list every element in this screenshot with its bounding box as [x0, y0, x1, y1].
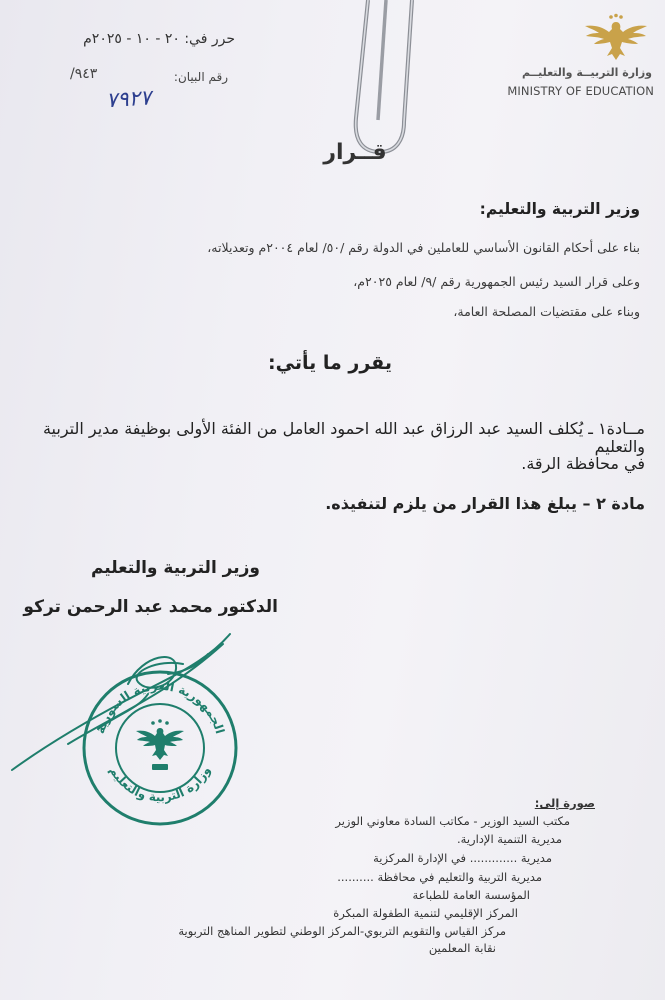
copy-recipient: نقابة المعلمين	[428, 941, 496, 955]
ministry-name-english: MINISTRY OF EDUCATION	[507, 84, 654, 98]
stamp-inner-text: وزارة التربية والتعليم	[106, 763, 214, 805]
copy-recipient: المؤسسة العامة للطباعة	[412, 888, 530, 902]
addressee-heading: وزير التربية والتعليم:	[479, 200, 640, 218]
preamble-line: وبناء على مقتضيات المصلحة العامة،	[453, 304, 640, 319]
article-1: مــادة١ ـ يُكلف السيد عبد الرزاق عبد الله احمود العامل من الفئة الأولى بوظيفة مدير التربية والتعليم	[42, 419, 645, 456]
copy-recipient: مكتب السيد الوزير - مكاتب السادة معاوني الوزير	[335, 814, 570, 828]
ministry-name-arabic: وزارة التربيــة والتعليــم	[521, 66, 652, 79]
issue-date: حرر في: ٢٠ - ١٠ - ٢٠٢٥م	[83, 31, 235, 47]
article-1-continuation: في محافظة الرقة.	[521, 454, 645, 473]
stamp-outer-text: الجمهورية العربية السورية	[92, 678, 228, 736]
article-2: مادة ٢ – يبلغ هذا القرار من يلزم لتنفيذه.	[325, 494, 645, 513]
decides-heading: يقرر ما يأتي:	[268, 352, 392, 374]
official-stamp-seal	[80, 668, 240, 828]
copy-recipient: مديرية ............. في الإدارة المركزية	[373, 851, 552, 865]
signatory-title: وزير التربية والتعليم	[90, 558, 260, 578]
copy-recipient: مديرية التربية والتعليم في محافظة ..........	[337, 870, 542, 884]
copies-heading: صورة إلى:	[534, 796, 595, 810]
preamble-line: وعلى قرار السيد رئيس الجمهورية رقم /٩/ لعام ٢٠٢٥م،	[353, 274, 640, 289]
ministry-eagle-logo-icon	[583, 12, 649, 64]
handwritten-reference-number: ٧٩٢٧	[105, 85, 152, 113]
document-title: قــرار	[323, 140, 387, 165]
preamble-line: بناء على أحكام القانون الأساسي للعاملين في الدولة رقم /٥٠/ لعام ٢٠٠٤م وتعديلاته،	[207, 240, 640, 255]
copy-recipient: مديرية التنمية الإدارية.	[457, 832, 562, 846]
reference-label: رقم البيان:	[173, 70, 228, 84]
copy-recipient: مركز القياس والتقويم التربوي-المركز الوطني لتطوير المناهج التربوية	[178, 924, 506, 938]
copy-recipient: المركز الإقليمي لتنمية الطفولة المبكرة	[333, 906, 518, 920]
reference-number: /٩٤٣	[70, 66, 98, 82]
signatory-name: الدكتور محمد عبد الرحمن تركو	[23, 597, 278, 617]
